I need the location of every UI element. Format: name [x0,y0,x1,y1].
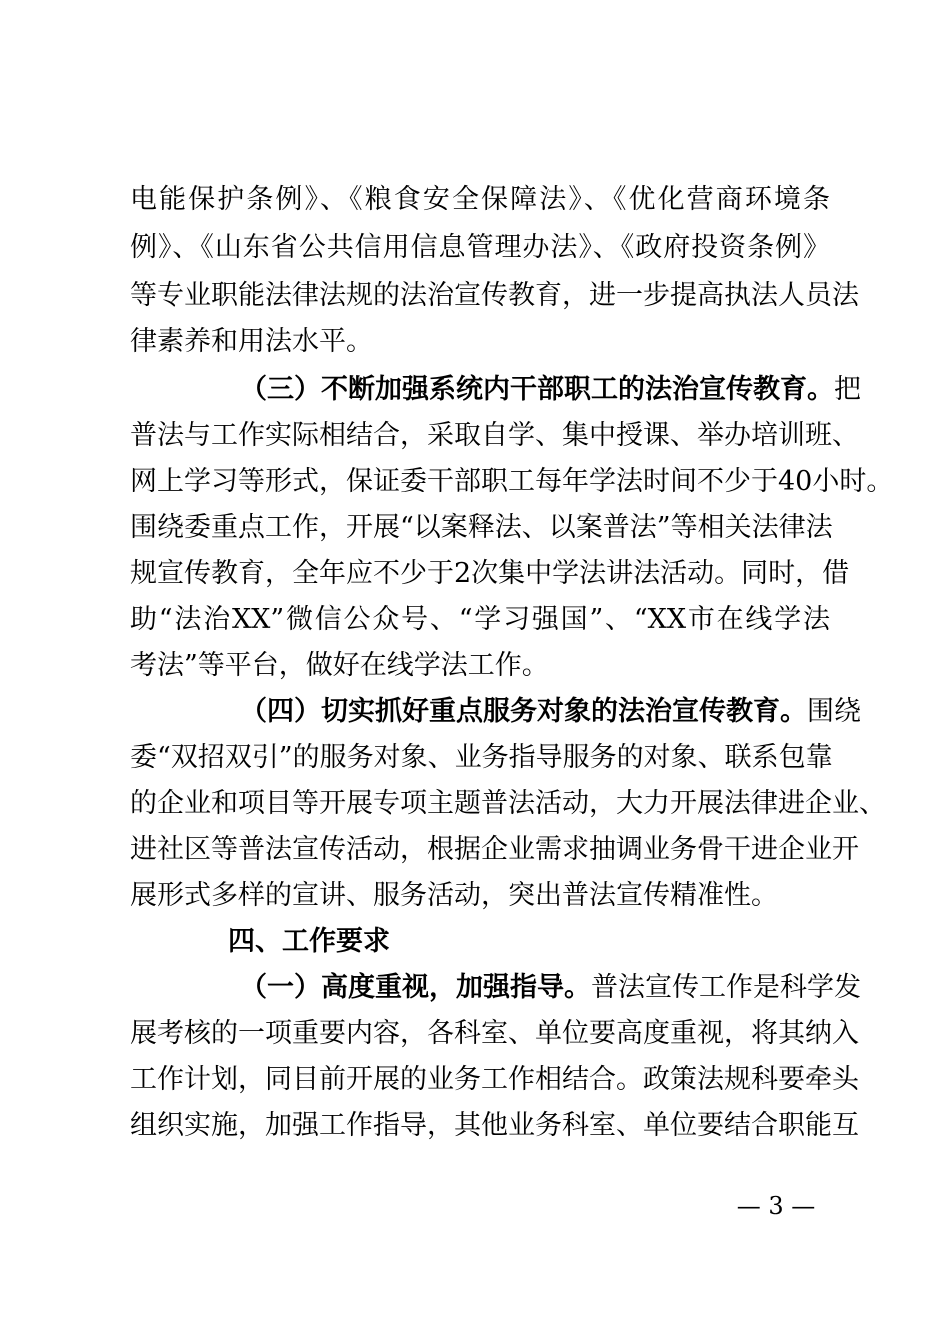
paragraph-lead: （四）切实抓好重点服务对象的法治宣传教育。 [240,696,807,727]
paragraph-line: 普法与工作实际相结合，采取自学、集中授课、举办培训班、 [130,420,859,451]
paragraph-lead-rest: 普法宣传工作是科学发 [591,972,861,1003]
paragraph-first-line [240,970,861,1006]
paragraph-first-line [240,372,861,408]
paragraph-line: 进社区等普法宣传活动，根据企业需求抽调业务骨干进企业开 [130,834,859,865]
paragraph-line: 规宣传教育，全年应不少于2次集中学法讲法活动。同时，借 [130,558,850,589]
paragraph-lead: （一）高度重视，加强指导。 [240,972,591,1003]
paragraph-line: 网上学习等形式，保证委干部职工每年学法时间不少于40小时。 [130,466,894,497]
paragraph-line: 助“法治XX”微信公众号、“学习强国”、“XX市在线学法 [130,604,830,635]
paragraph-line: 委“双招双引”的服务对象、业务指导服务的对象、联系包靠 [130,742,833,773]
page-number: — 3 — [736,1192,816,1220]
paragraph-line: 组织实施，加强工作指导，其他业务科室、单位要结合职能互 [130,1110,859,1141]
paragraph-line: 围绕委重点工作，开展“以案释法、以案普法”等相关法律法 [130,512,833,543]
paragraph-line: 展形式多样的宣讲、服务活动，突出普法宣传精准性。 [130,880,778,911]
paragraph-line: 工作计划，同目前开展的业务工作相结合。政策法规科要牵头 [130,1064,859,1095]
paragraph-line: 律素养和用法水平。 [130,326,373,357]
paragraph-lead: （三）不断加强系统内干部职工的法治宣传教育。 [240,374,834,405]
paragraph-line: 展考核的一项重要内容，各科室、单位要高度重视，将其纳入 [130,1018,859,1049]
paragraph-first-line [240,694,861,730]
paragraph-lead-rest: 围绕 [807,696,861,727]
paragraph-line: 例》、《山东省公共信用信息管理办法》、《政府投资条例》 [130,232,830,263]
paragraph-line: 电能保护条例》、《粮食安全保障法》、《优化营商环境条 [130,184,830,215]
paragraph-lead-rest: 把 [834,374,861,405]
paragraph-line: 的企业和项目等开展专项主题普法活动，大力开展法律进企业、 [130,788,886,819]
paragraph-line: 考法”等平台，做好在线学法工作。 [130,650,549,681]
paragraph-line: 等专业职能法律法规的法治宣传教育，进一步提高执法人员法 [130,280,859,311]
section-heading: 四、工作要求 [228,926,390,957]
